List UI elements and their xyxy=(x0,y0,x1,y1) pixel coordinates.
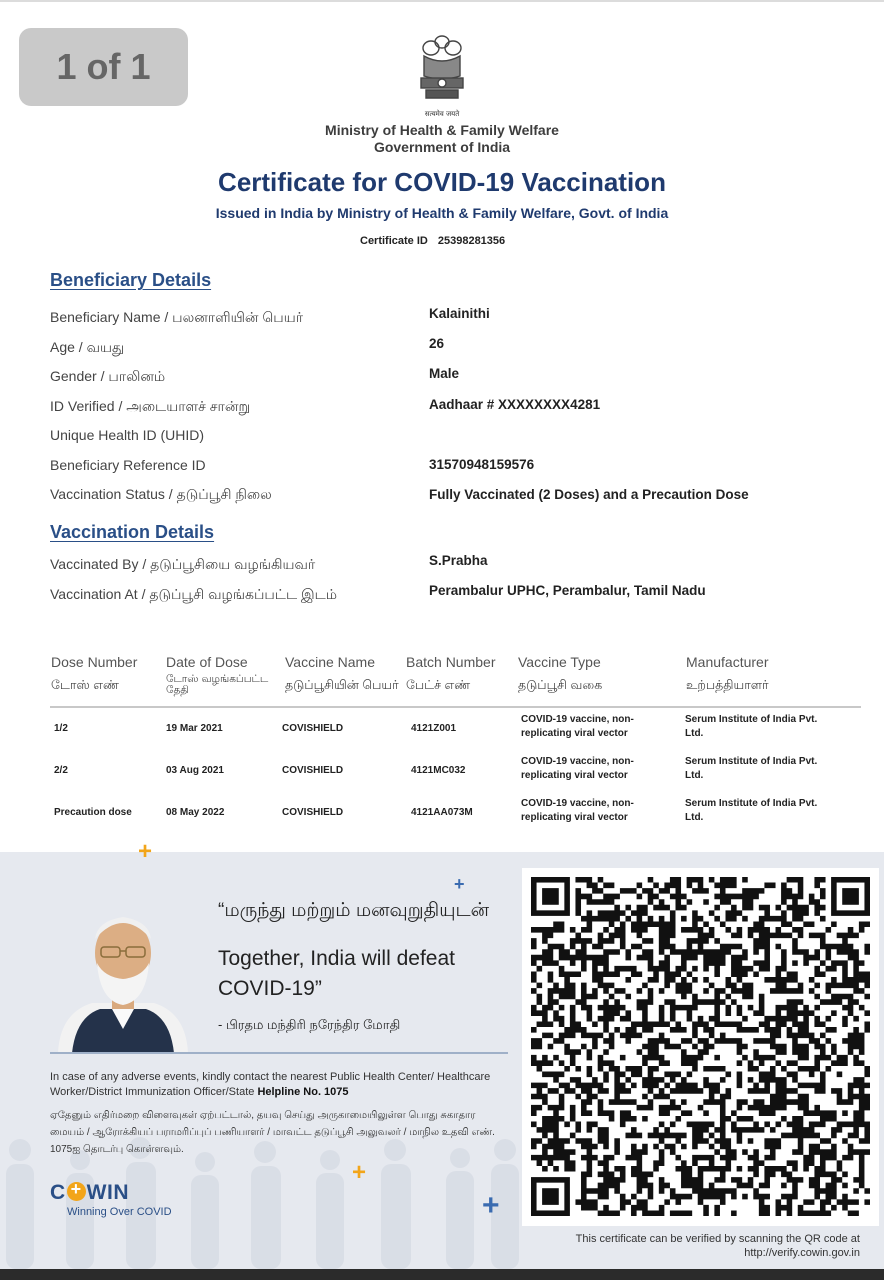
qr-finder-pattern xyxy=(542,1188,559,1205)
table-header-divider xyxy=(50,706,861,708)
reference-id-value: 31570948159576 xyxy=(429,457,535,472)
uhid-label: Unique Health ID (UHID) xyxy=(50,427,205,443)
qr-finder-pattern xyxy=(542,888,559,905)
dose-date-cell: 19 Mar 2021 xyxy=(166,723,223,734)
vaccine-name-cell: COVISHIELD xyxy=(282,807,344,818)
beneficiary-details-heading: Beneficiary Details xyxy=(50,270,212,290)
vaccinated-by-label: Vaccinated By / தடுப்பூசியை வழங்கியவர் xyxy=(50,556,316,572)
quote-attribution: - பிரதம மந்திரி நரேந்திர மோதி xyxy=(218,1017,401,1032)
dose-number-cell: 2/2 xyxy=(54,765,68,776)
qr-finder-pattern xyxy=(842,888,859,905)
vaccination-at-label: Vaccination At / தடுப்பூசி வழங்கப்பட்ட இடம் xyxy=(50,586,337,602)
plus-decoration-icon: + xyxy=(352,1159,367,1186)
batch-number-cell: 4121AA073M xyxy=(411,807,473,818)
vaccination-status-value: Fully Vaccinated (2 Doses) and a Precaution Dose xyxy=(429,487,749,502)
vaccination-details-heading: Vaccination Details xyxy=(50,522,215,542)
vaccinated-by-value: S.Prabha xyxy=(429,553,488,568)
advice-text: In case of any adverse events, kindly contact the nearest Public Health Center/ Healthcare Worker/District Immunization Officer/State xyxy=(50,1071,491,1098)
beneficiary-name-label: Beneficiary Name / பலனாளியின் பெயர் xyxy=(50,309,304,325)
top-border xyxy=(0,0,884,2)
vaccination-at-value: Perambalur UPHC, Perambalur, Tamil Nadu xyxy=(429,583,706,598)
bottom-edge xyxy=(0,1269,884,1280)
emblem-motto: सत्यमेव जयते xyxy=(424,110,460,118)
adverse-event-advice-tamil: ஏதேனும் எதிர்மறை விளைவுகள் ஏற்பட்டால், தயவு செய்து அருகாமையிலுள்ள பொது சுகாதார மையம் / ஆரோக்கியப் பராமரிப்புப் பணியாளர் / மாவட்ட தடுப்பூசி அலுவலர் / மாநில உதவி எண். 1075ஐ தொடர்பு கொள்ளவும். xyxy=(50,1110,495,1155)
verify-url: http://verify.cowin.gov.in xyxy=(744,1247,860,1259)
verify-text: This certificate can be verified by scanning the QR code at xyxy=(575,1233,860,1245)
page-count-badge: 1 of 1 xyxy=(19,28,188,106)
dose-number-cell: 1/2 xyxy=(54,723,68,734)
qr-code-icon xyxy=(531,877,870,1216)
footer-divider xyxy=(50,1052,508,1054)
vaccine-name-cell: COVISHIELD xyxy=(282,723,344,734)
cowin-logo xyxy=(50,1181,172,1218)
helpline-number: Helpline No. 1075 xyxy=(257,1086,349,1098)
vaccination-status-label: Vaccination Status / தடுப்பூசி நிலை xyxy=(50,486,272,502)
vaccine-type-cell: COVID-19 vaccine, non-replicating viral vector xyxy=(521,756,634,781)
certificate-subtitle: Issued in India by Ministry of Health & Family Welfare, Govt. of India xyxy=(215,205,669,221)
header-date-of-dose: Date of Dose டோஸ் வழங்கப்பட்ட தேதி xyxy=(166,654,269,696)
prime-minister-portrait xyxy=(50,905,195,1053)
beneficiary-name-value: Kalainithi xyxy=(429,306,490,321)
plus-decoration-icon: + xyxy=(454,874,465,894)
cowin-wordmark: C+ WIN xyxy=(50,1181,172,1205)
vaccine-name-cell: COVISHIELD xyxy=(282,765,344,776)
certificate-id-label: Certificate ID xyxy=(360,235,428,247)
qr-modules xyxy=(531,877,870,1216)
header-vaccine-type: Vaccine Type தடுப்பூசி வகை xyxy=(518,654,603,692)
dose-number-cell: Precaution dose xyxy=(54,807,132,818)
ministry-name: Ministry of Health & Family Welfare xyxy=(325,122,559,138)
manufacturer-cell: Serum Institute of India Pvt. Ltd. xyxy=(685,714,818,739)
cowin-plus-icon xyxy=(67,1182,86,1201)
certificate-id xyxy=(360,235,505,247)
batch-number-cell: 4121MC032 xyxy=(411,765,466,776)
reference-id-label: Beneficiary Reference ID xyxy=(50,457,206,473)
dose-date-cell: 03 Aug 2021 xyxy=(166,765,224,776)
header-batch-number: Batch Number பேட்ச் எண் xyxy=(406,654,496,692)
vaccine-type-cell: COVID-19 vaccine, non-replicating viral vector xyxy=(521,714,634,739)
id-verified-label: ID Verified / அடையாளச் சான்று xyxy=(50,398,251,414)
gender-label: Gender / பாலினம் xyxy=(50,368,166,384)
government-name: Government of India xyxy=(373,139,511,155)
quote-english: Together, India will defeat COVID-19” xyxy=(218,947,455,1000)
age-label: Age / வயது xyxy=(50,339,125,355)
header-manufacturer: Manufacturer உற்பத்தியாளர் xyxy=(686,654,769,692)
id-verified-value: Aadhaar # XXXXXXXX4281 xyxy=(429,397,601,412)
plus-decoration-icon: + xyxy=(138,838,153,865)
adverse-event-advice-english xyxy=(50,1070,510,1100)
age-value: 26 xyxy=(429,336,445,351)
quote-tamil: “மருந்து மற்றும் மனவுறுதியுடன் xyxy=(218,900,490,921)
header-vaccine-name: Vaccine Name தடுப்பூசியின் பெயர் xyxy=(285,654,399,692)
national-emblem-icon xyxy=(414,32,470,120)
verify-note xyxy=(520,1232,860,1260)
certificate-title: Certificate for COVID-19 Vaccination xyxy=(218,167,666,197)
dose-date-cell: 08 May 2022 xyxy=(166,807,225,818)
header-dose-number: Dose Number டோஸ் எண் xyxy=(51,654,138,692)
cowin-tagline: Winning Over COVID xyxy=(67,1206,172,1218)
manufacturer-cell: Serum Institute of India Pvt. Ltd. xyxy=(685,798,818,823)
manufacturer-cell: Serum Institute of India Pvt. Ltd. xyxy=(685,756,818,781)
qr-code-card xyxy=(522,868,879,1226)
plus-decoration-icon: + xyxy=(482,1189,500,1222)
certificate-id-value: 25398281356 xyxy=(437,235,506,247)
vaccine-type-cell: COVID-19 vaccine, non-replicating viral vector xyxy=(521,798,634,823)
batch-number-cell: 4121Z001 xyxy=(411,723,457,734)
gender-value: Male xyxy=(429,366,460,381)
